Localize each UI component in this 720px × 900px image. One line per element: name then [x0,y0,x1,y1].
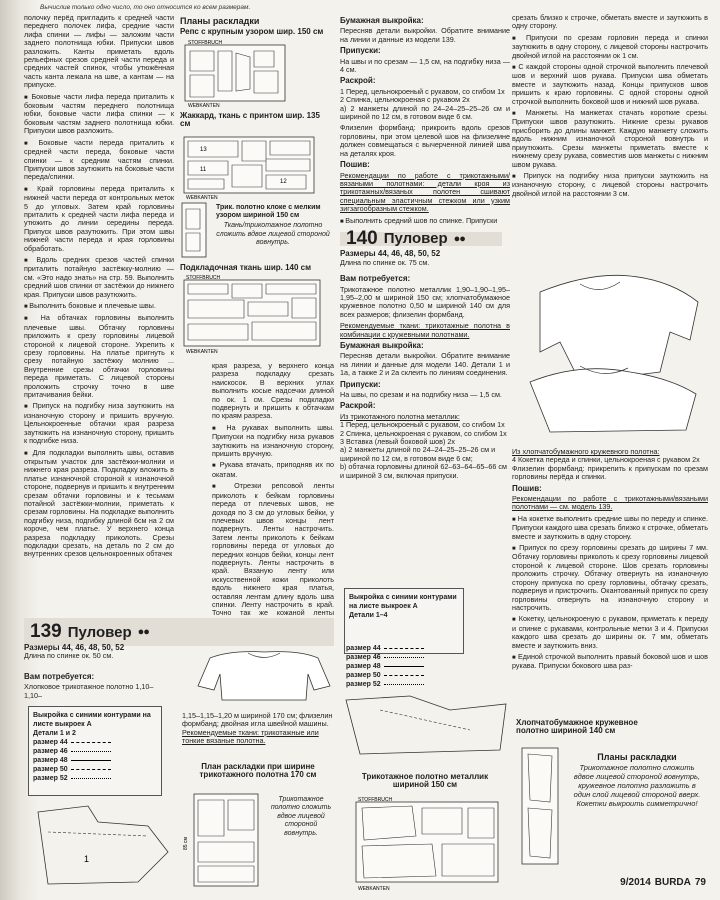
fold-label-metal: STOFFBRUCH [358,797,393,803]
c4-sew-title: Пошив: [512,483,542,493]
c4-sew-2: ■ Припуск по срезу горловины срезать до ширины 7 мм. Обтачку горловины приколоть к срезу горловины лицевой стороной к лицевой стороне. Шов срезать горловины проложить строчку. Обтачку отвернуть на изнаночную сторону припуска по срезу горловины, обтачку срезать, подвернув и пристрочить. Окантованный припуск по срезу горловины отвернуть на изнаночную сторону и настрочить. [512,544,708,612]
legend-140-sizes [346,644,456,689]
legend-140-sub: Детали 1–4 [349,612,388,619]
fold-label-4: STOFFBRUCH [186,275,221,282]
selvage-label-4: WEBKANTEN [186,349,218,356]
c4-sew-1: ■ На кокетке выполнить средние швы по переду и спинке. Припуски каждого шва срезать близко к строчке, обметать вместе и заутюжить в одну сторону. [512,515,708,541]
c4-sew-4: ■ Единой строчкой выполнить правый боковой шов и шов рукава. Припуски бокового шва раз- [512,653,708,671]
layout-plan-2 [180,131,320,201]
col1-para-8: ■ Припуск на подгибку низа заутюжить на изнаночную сторону и пришить вручную. Цельнокроенные обтачки края разреза заутюжить на изнаночную сторону, пришить к подгибке низа. [24,402,174,445]
c3-fliz: Флизелин формбанд: прикроить вдоль срезов горловины, при этом целевой шов на флизелине должен совмещаться с вычерченной линией шва на деталях кроя. [340,123,510,158]
legend-140-size-50: размер 50 [346,672,381,679]
model-139-legend [28,706,162,796]
col1-para-1: полочку перёд пригладить к средней части переднего полочек лифа, средние части лифа спинки — лифы — заложим части заднего полотнища юбки. Припуски швов разложить. Канты приметать вдоль рельефных срезов средней части переда и средних частей спинок, чтобы утюжённая часть канта лежала на шве, а кантам — на припуске. [24,13,174,90]
difficulty-dots: ●● [137,626,149,638]
difficulty-dots-140: ●● [453,232,465,245]
model-140-rec: Рекомендуемые ткани: трикотажные полотна в комбинации с кружевными полотнами. [340,321,510,339]
column-2 [180,14,330,354]
model-140-need-title: Вам потребуется: [340,274,411,284]
legend-size-48: размер 48 [33,757,68,764]
page-footer [616,877,706,888]
plan-170-dim: 85 см [183,837,189,850]
selvage-label-1: WEBKANTEN [188,102,220,109]
plan-3-note: Ткань/трикотажное полотно сложить вдвое лицевой стороной вовнутрь. [216,222,330,247]
plan-2-title: Жаккард, ткань с принтом шир. 135 см [180,110,320,129]
c4-para-1: срезать близко к строчке, обметать вместе и заутюжить в одну сторону. [512,13,708,31]
c3-sew-back: ■ Выполнить средний шов по спинке. Припуски [340,217,510,226]
plan-3-title: Трик. полотно клоке с мелким узором шириной 150 см [216,203,321,220]
col1-para-4: ■ Край горловины переда приталить к нижней части переда от контрольных меток 5 до угловых. Затем край горловины приталить к средней части лифа переда и утюжить до линии середины переда. Припуск швов разутюжить. При этом швы нижней части переда и края горловины обработать. [24,185,174,253]
plan-4-title: Подкладочная ткань шир. 140 см [180,262,312,272]
model-140-cut-5: b) обтачка горловины длиной 62–63–64–65–66 см и шириной 3 см, включая припуски. [340,462,507,480]
c4-plans-title: Планы раскладки [597,752,677,762]
plan-1-title: Репс с крупным узором шир. 150 см [180,27,324,37]
model-140-pattern-title: Бумажная выкройка: [340,341,424,350]
c4-sew-3: ■ Кокетку, цельнокроеную с рукавом, приметать к переду и спинке с рукавами, контрольные метки 3 и 4. Припуски каждого шва срезать до ширины ок. 7 мм, обметать вместе и заутюжить вниз. [512,615,708,650]
c4-sew-rec: Рекомендации по работе с трикотажными/вязаными полотнами — см. модель 139. [512,494,708,512]
model-140-allow-text: На швы, по срезам и на подгибку низа — 1,5 см. [340,390,502,400]
model-140-cut-sub: Из трикотажного полотна металлик: [340,411,460,421]
col1-para-3: ■ Боковые части переда приталить к средней части переда, боковые части спинки — к средним частям спинки. Припуски швов заутюжить на боковые части переда/спинки. [24,139,174,182]
model-139-number: 139 [30,621,62,642]
model-139-continued [182,712,334,746]
lace-plan-title: Хлопчатобумажное кружевное полотно шириной 140 см [516,718,638,736]
c4-plans-note: Трикотажное полотно сложить вдвое лицевой стороной вовнутрь, кружевное полотно разложить в один слой лицевой стороной вверх. Кокетки выкроить симметрично! [573,763,701,809]
plan-170-title: План раскладки при ширине трикотажного полотна 170 см [199,762,317,780]
col2-para-4: ■ Отрезки репсовой ленты приколоть к бейкам горловины переда от плечевых швов, не доходя по 3 см до угловых бейки, у плечевых швов концы лент подвернуть. Ленты настрочить. Затем ленты приколоть к бейкам горловины переда от угловых до передних концов бейки, концы лент подвернуть. Ленты настрочить в край. Вязаную ленту или искусственной кожи приколоть вдоль нижнего края платья, оставляя лентам длину вдоль шва спинки. Ленту настрочить в край. Точно так же кожаной ленты [212,482,334,643]
c3-allow-text: На швы и по срезам — 1,5 см, на подгибку низа — 4 см. [340,56,510,75]
model-140-sketch [520,262,710,442]
model-139-name: Пуловер [67,623,132,641]
model-140-name: Пуловер [383,229,448,247]
layout-plan-metal [352,796,502,892]
model-140-length: Длина по спинке ок. 75 см. [340,257,430,267]
c3-cut-3: а) 2 манжеты длиной по 24–24–25–25–26 см и шириной по 12 см, в готовом виде 6 см. [340,103,510,122]
model-140-sizes: Размеры 44, 46, 48, 50, 52 [340,249,441,259]
model-139-length: Длина по спинке ок. 50 см. [24,651,114,661]
legend-sub: Детали 1 и 2 [33,730,76,737]
c3-allow-title: Припуски: [340,46,381,56]
svg-text:12: 12 [280,178,287,185]
model-140-allow-title: Припуски: [340,379,381,389]
column-4-lower [512,448,708,674]
model-139-need-text: Хлопковое трикотажное полотно 1,10–1,10– [24,682,154,700]
top-note: Вычислив только одно число, то оно относится ко всем размерам. [40,4,251,11]
c4-lace-line: 4 Кокетка переда и спинки, цельнокроеная с рукавом 2x [512,455,700,465]
selvage-label-2: WEBKANTEN [186,194,218,201]
selvage-label-metal: WEBKANTEN [358,886,390,892]
c4-para-4: ■ Манжеты. На манжетах стачать короткие срезы. Припуски швов разутюжить. Нижние срезы рукавов присборить до длины манжет. Каждую манжету сложить вдоль нижним изнаночной стороной вовнутрь и приутюжить. Срезы манжеты приметать вместе к нижнему срезу рукава, совместив шов манжеты с нижним швом рукава. [512,109,708,169]
c4-para-3: ■ С каждой стороны одной строчкой выполнить плечевой шов и верхний шов рукава. Припуски шва обметать вместе и заутюжить назад. Концы припусков швов пришить к краю горловины. С одной стороны одной строчкой выполнить боковой шов и нижний шов рукава. [512,63,708,106]
col1-para-9: ■ Для подкладки выполнить швы, оставив открытым участок для застёжки-молнии и нижнего края разреза. Подкладку вложить в платье изнаночной стороной к изнаночной стороне, подвернув и пришить к внутренним срезам обтачки горловины и к тесьмам потайной застёжки-молнии, приметать к срезам горловины. На подкладке выполнить подгибку низа, подгибку длиной 6см на 2 см короче, чем платье. У верхнего конца разреза подкладку приколоть. Срезы подкладки срезать, на деталь по 2 см до внутренних срезов цельнокроенных обтачек [24,449,174,559]
col1-para-5: ■ Вдоль средних срезов частей спинки приталить потайную застёжку-молнию — см. «Это надо знать» на стр. 59. Выполнить средний шов спинки от застёжки до нижнего края. Припуски швов разутюжить. [24,256,174,299]
layout-plan-1 [180,39,290,109]
model-140-pattern-text: Пересняв детали выкройки. Обратите внимание на линии и данные для модели 140. Детали 1 и 1а, а также 2 и 2а склеить по линиям соединения. [340,351,510,378]
model-140-pattern [340,690,512,760]
layout-plan-3 [180,201,210,261]
legend-size-46: размер 46 [33,748,68,755]
c3-sew-rec: Рекомендации по работе с трикотажными/вязаными полотнами: детали кроя из трикотажных/вязаных полотен сшивают специальным эластичным стежком или узким зигзагообразным стежком. [340,170,510,214]
c4-para-5: ■ Припуск на подгибку низа припуски заутюжить на изнаночную сторону, с лицевой стороны настрочить двойной иглой на расстоянии 3 см. [512,172,708,198]
c3-pattern-title: Бумажная выкройка: [340,16,424,25]
legend-140-size-44: размер 44 [346,645,381,652]
model-139-sketch [190,644,338,708]
model-139-need-text-2: 1,15–1,15–1,20 м шириной 170 см; флизелин формбанд; двойная игла швейной машины. [182,711,333,729]
svg-text:1: 1 [84,854,90,864]
model-140-number: 140 [346,227,378,249]
plan-170-note: Трикотажное полотно сложить вдвое лицевой стороной вовнутрь. [270,796,332,837]
column-3 [340,14,510,480]
col2-para-3: ■ Рукава втачать, приподняв их по окатам. [212,461,334,479]
legend-140-size-52: размер 52 [346,681,381,688]
metal-plan-title: Трикотажное полотно металлик шириной 150 см [361,772,489,790]
col1-para-6: ■ Выполнить боковые и плечевые швы. [24,302,174,311]
model-139-specs [24,644,154,700]
fold-label-1: STOFFBRUCH [188,39,223,46]
column-4 [512,14,708,201]
c4-lace-sub: Из хлопчатобумажного кружевного полотна: [512,447,660,456]
svg-text:13: 13 [200,146,207,153]
model-140-cut-1: 1 Перед, цельнокроеный с рукавом, со сгибом 1x [340,420,505,430]
c4-fliz: Флизелин формбанд: прикрепить к припускам по срезам горловины перёда и спинки. [512,463,708,482]
plan-170 [182,760,334,782]
c3-cut-1: 1 Перед, цельнокроеный с рукавом, со сгибом 1x [340,86,505,96]
col1-para-7: ■ На обтачках горловины выполнить плечевые швы. Обтачку горловины приложить к срезу горловины лицевой стороной к лицевой стороне. Укрепить к срезу горловины. На платье пригнуть к срезу потайную застёжку молнию ... Внутренние срезы обтачки горловины переда приметать. С лицевой стороны проложить строчку точно в шве притачивания бейки. [24,314,174,399]
footer-page: 79 [694,877,706,888]
svg-text:11: 11 [200,166,207,173]
legend-size-50: размер 50 [33,766,68,773]
legend-size-44: размер 44 [33,739,68,746]
legend-size-52: размер 52 [33,775,68,782]
column-1 [24,14,174,562]
model-139-sizes: Размеры 44, 46, 48, 50, 52 [24,643,125,652]
c4-para-2: ■ Припуски по срезам горловин переда и спинки заутюжить в одну сторону, с лицевой стороны настрочить двойной иглой на расстоянии ок 1 см. [512,34,708,60]
footer-issue: 9/2014 [620,877,651,888]
layout-plan-170 [184,790,264,890]
legend-140-title: Выкройка с синими контурами на листе выкроек А [349,594,457,610]
column-2-text [212,362,334,646]
model-140-cut-2: 2 Спинка, цельнокроеная с рукавом, со сгибом 1x [340,428,507,438]
plans-title: Планы раскладки [180,16,260,26]
model-140-cut-3: 3 Вставка (левый боковой шов) 2x [340,437,455,447]
model-140-cut-4: а) 2 манжеты длиной по 24–24–25–25–26 см и шириной по 12 см, в готовом виде 6 см; [340,445,496,463]
model-139-header [24,618,334,646]
layout-plan-4 [180,274,325,354]
col2-para-1: края разреза, у верхнего конца разреза подкладку срезать наискосок. В верхних углах выполнить косые надсечки длиной по ок. 1 см. Срезы подкладки подвернуть и пришить к обтачкам по краям разреза. [212,361,334,421]
footer-brand: BURDA [654,877,691,888]
legend-140-size-48: размер 48 [346,663,381,670]
c3-cut-title: Раскрой: [340,76,376,86]
model-139-need-title: Вам потребуется: [24,671,95,681]
model-140-header [340,227,502,249]
model-140-need-text: Трикотажное полотно металлик 1,90–1,90–1,95–1,95–2,00 м шириной 150 см; хлопчатобумажное кружевное полотно 0,50 м шириной 140 см для всех размеров; флизелин формбанд. [340,284,510,319]
col1-para-2: ■ Боковые части лифа переда приталить к боковым частям переднего полотнища юбки, боковые части лифа спинки — к боковым частям заднего полотнища юбки. Припуски швов разложить. [24,93,174,136]
model-140-cut-title: Раскрой: [340,401,376,411]
model-139-pattern [28,792,178,892]
c3-pattern-text: Пересняв детали выкройки. Обратите внимание на линии и данные из модели 139. [340,26,510,44]
layout-plan-lace [516,742,566,872]
model-139-rec: Рекомендуемые ткани: трикотажные или тонкие вязаные полотна. [182,727,319,746]
c3-sew-title: Пошив: [340,160,370,170]
col2-para-2: ■ На рукавах выполнить швы. Припуски на подгибку низа рукавов заутюжить на изнаночную сторону, пришить вручную. [212,424,334,459]
c3-cut-2: 2 Спинка, цельнокроеная с рукавом 2x [340,95,470,105]
legend-140-size-46: размер 46 [346,654,381,661]
legend-title: Выкройка с синими контурами на листе выкроек А [33,712,151,728]
lace-plans-box [570,750,704,808]
